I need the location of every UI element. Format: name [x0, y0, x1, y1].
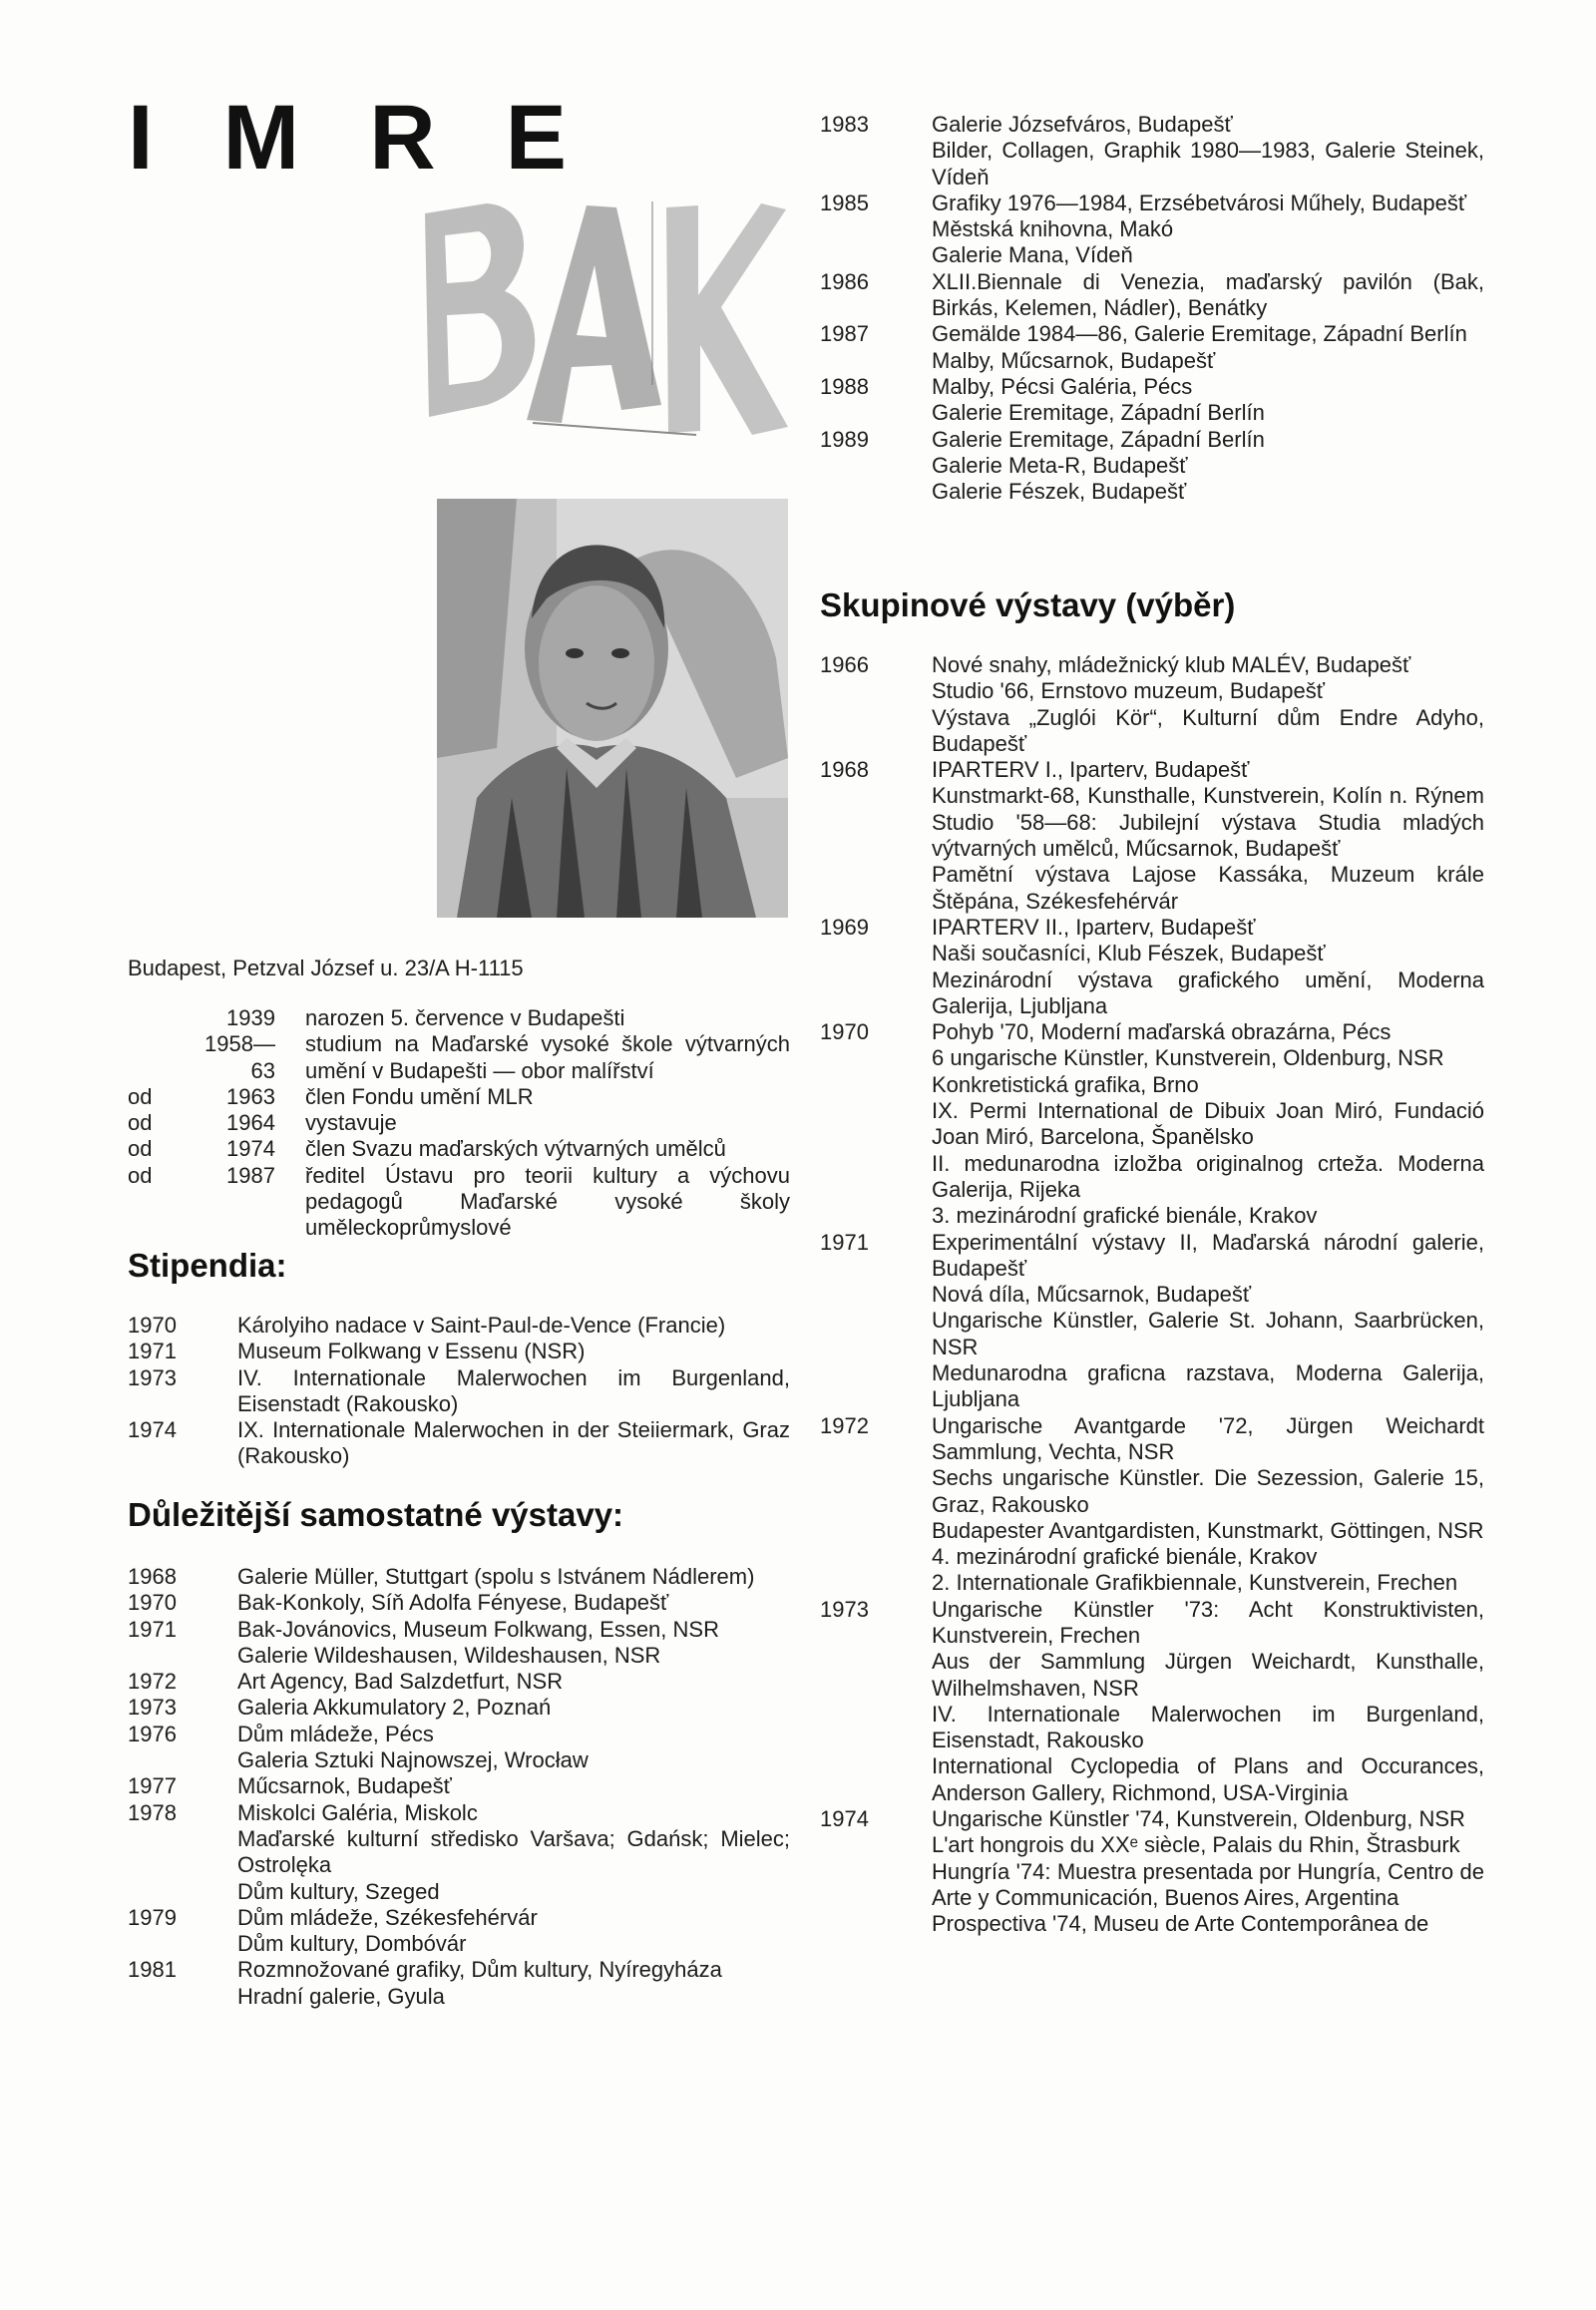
biography-list	[128, 1005, 790, 1242]
group-exhibition-entry: Ungarische Künstler '74, Kunstverein, Oldenburg, NSR	[932, 1806, 1465, 1832]
solo-exhibition-entry: Dům kultury, Szeged	[237, 1878, 440, 1904]
solo-exhibition-entry: Grafiky 1976—1984, Erzsébetvárosi Műhely, Budapešť	[932, 190, 1467, 215]
solo-exhibition-year: 1988	[820, 373, 869, 399]
solo-exhibition-entry: Galerie Eremitage, Západní Berlín	[932, 400, 1265, 426]
group-exhibition-entry: 6 ungarische Künstler, Kunstverein, Oldenburg, NSR	[932, 1045, 1444, 1071]
solo-exhibition-entries	[932, 427, 1484, 506]
solo-exhibition-entry: Galeria Akkumulatory 2, Poznań	[237, 1695, 552, 1721]
bio-year-cell	[128, 1136, 275, 1162]
bak-logo	[417, 195, 788, 445]
group-exhibition-entry: L'art hongrois du XXᵉ siècle, Palais du Rhin, Štrasburk	[932, 1832, 1460, 1858]
solo-exhibition-entry: Maďarské kulturní středisko Varšava; Gdańsk; Mielec; Ostrolęka	[237, 1825, 790, 1878]
group-exhibition-row	[820, 757, 1484, 915]
solo-exhibition-row	[820, 112, 1484, 191]
stipendia-list	[128, 1313, 790, 1470]
solo-exhibition-row	[820, 427, 1484, 506]
bio-year: 1958—63	[204, 1031, 275, 1083]
solo-exhibition-year: 1985	[820, 190, 869, 215]
solo-exhibition-row	[128, 1957, 790, 2010]
group-exhibition-entries	[932, 1230, 1484, 1413]
solo-exhibition-entry: Galerie Meta-R, Budapešť	[932, 452, 1188, 478]
bio-text: člen Svazu maďarských výtvarných umělců	[305, 1136, 726, 1162]
solo-exhibition-year: 1968	[128, 1564, 177, 1589]
group-exhibition-year: 1968	[820, 757, 869, 783]
solo-exhibition-row	[820, 374, 1484, 427]
solo-exhibition-entry: Hradní galerie, Gyula	[237, 1983, 445, 2009]
group-exhibition-year: 1971	[820, 1229, 869, 1255]
solo-exhibition-entry: Art Agency, Bad Salzdetfurt, NSR	[237, 1669, 564, 1695]
bio-text: ředitel Ústavu pro teorii kultury a výchovu pedagogů Maďarské vysoké školy uměleckoprůmyslové	[305, 1162, 790, 1241]
stipendium-row	[128, 1417, 790, 1470]
stipendium-text: Museum Folkwang v Essenu (NSR)	[237, 1339, 586, 1364]
solo-exhibition-entries	[237, 1669, 790, 1695]
solo-exhibition-entry: Malby, Pécsi Galéria, Pécs	[932, 373, 1193, 399]
bio-year-cell	[128, 1031, 275, 1084]
bio-year-prefix: od	[128, 1083, 153, 1109]
stipendium-row	[128, 1339, 790, 1364]
bio-year-prefix: od	[128, 1110, 153, 1136]
group-exhibition-entry: Pohyb '70, Moderní maďarská obrazárna, Pécs	[932, 1019, 1392, 1045]
solo-exhibition-year: 1987	[820, 321, 869, 347]
bio-row	[128, 1005, 790, 1031]
solo-exhibition-entries	[237, 1590, 790, 1616]
group-exhibition-entry: IPARTERV I., Iparterv, Budapešť	[932, 757, 1250, 783]
bio-row	[128, 1163, 790, 1242]
solo-exhibitions-heading: Důležitější samostatné výstavy:	[128, 1496, 624, 1533]
bio-text: narozen 5. července v Budapešti	[305, 1005, 625, 1030]
group-exhibition-entry: Prospectiva '74, Museu de Arte Contemporânea de	[932, 1911, 1429, 1937]
group-exhibition-entry: Naši současníci, Klub Fészek, Budapešť	[932, 941, 1326, 966]
solo-exhibition-year: 1977	[128, 1773, 177, 1799]
bio-text: člen Fondu umění MLR	[305, 1083, 534, 1109]
solo-exhibition-entry: Galerie Müller, Stuttgart (spolu s Istvánem Nádlerem)	[237, 1564, 755, 1589]
group-exhibition-entry: Studio '66, Ernstovo muzeum, Budapešť	[932, 678, 1326, 704]
group-exhibition-entry: Ungarische Avantgarde '72, Jürgen Weichardt Sammlung, Vechta, NSR	[932, 1412, 1484, 1464]
artist-last-name	[0, 0, 1, 1]
group-exhibition-entries	[932, 1597, 1484, 1806]
solo-exhibition-entries	[932, 321, 1484, 374]
group-exhibition-year: 1970	[820, 1019, 869, 1045]
bio-row	[128, 1110, 790, 1136]
solo-exhibition-row	[820, 321, 1484, 374]
solo-exhibitions-list	[128, 1564, 790, 2010]
group-exhibition-entry: International Cyclopedia of Plans and Occurances, Anderson Gallery, Richmond, USA-Virginia	[932, 1753, 1484, 1805]
bio-year-prefix: od	[128, 1136, 153, 1162]
group-exhibition-entry: IX. Permi International de Dibuix Joan Miró, Fundació Joan Miró, Barcelona, Španělsko	[932, 1098, 1484, 1150]
group-exhibition-entry: Nová díla, Műcsarnok, Budapešť	[932, 1282, 1252, 1308]
solo-exhibition-row	[128, 1590, 790, 1616]
solo-exhibition-entries	[237, 1617, 790, 1670]
solo-exhibition-year: 1972	[128, 1669, 177, 1695]
bio-text: vystavuje	[305, 1110, 397, 1136]
bio-year: 1974	[226, 1136, 275, 1162]
bio-year-cell	[128, 1084, 275, 1110]
bio-year: 1963	[226, 1083, 275, 1109]
solo-exhibition-year: 1978	[128, 1799, 177, 1825]
group-exhibition-entry: Kunstmarkt-68, Kunsthalle, Kunstverein, Kolín n. Rýnem Studio '58—68: Jubilejní výstava Studia mladých výtvarných umělců, Műcsarnok, Budapešť	[932, 783, 1484, 862]
stipendia-heading: Stipendia:	[128, 1247, 287, 1284]
solo-exhibition-entry: Malby, Műcsarnok, Budapešť	[932, 347, 1216, 373]
group-exhibition-entry: Pamětní výstava Lajose Kassáka, Muzeum krále Štěpána, Székesfehérvár	[932, 862, 1484, 914]
solo-exhibition-row	[128, 1800, 790, 1905]
solo-exhibition-row	[128, 1695, 790, 1721]
group-exhibition-entry: II. medunarodna izložba originalnog crteža. Moderna Galerija, Rijeka	[932, 1150, 1484, 1202]
group-exhibition-year: 1974	[820, 1806, 869, 1832]
solo-exhibition-year: 1970	[128, 1590, 177, 1616]
group-exhibition-entry: Medunarodna graficna razstava, Moderna Galerija, Ljubljana	[932, 1360, 1484, 1412]
stipendium-text: IV. Internationale Malerwochen im Burgenland, Eisenstadt (Rakousko)	[237, 1364, 790, 1416]
solo-exhibition-entries	[932, 374, 1484, 427]
group-exhibition-entries	[932, 1413, 1484, 1597]
solo-exhibition-entries	[237, 1957, 790, 2010]
group-exhibition-entry: Konkretistická grafika, Brno	[932, 1071, 1199, 1097]
bio-row	[128, 1084, 790, 1110]
group-exhibitions-heading: Skupinové výstavy (výběr)	[820, 586, 1236, 623]
group-exhibition-year: 1966	[820, 652, 869, 677]
stipendium-text: IX. Internationale Malerwochen in der Steiiermark, Graz (Rakousko)	[237, 1417, 790, 1469]
stipendium-text: Károlyiho nadace v Saint-Paul-de-Vence (Francie)	[237, 1313, 726, 1338]
solo-exhibition-row	[128, 1669, 790, 1695]
group-exhibition-entry: Mezinárodní výstava grafického umění, Moderna Galerija, Ljubljana	[932, 966, 1484, 1018]
stipendium-year: 1974	[128, 1417, 177, 1443]
group-exhibition-entry: Budapester Avantgardisten, Kunstmarkt, Göttingen, NSR	[932, 1517, 1484, 1543]
bio-year-cell	[128, 1005, 275, 1031]
group-exhibition-entry: IPARTERV II., Iparterv, Budapešť	[932, 914, 1256, 940]
solo-exhibition-entry: Městská knihovna, Makó	[932, 216, 1174, 242]
solo-exhibition-entries	[237, 1773, 790, 1799]
solo-exhibition-entry: Rozmnožované grafiky, Dům kultury, Nyíregyháza	[237, 1957, 722, 1983]
solo-exhibition-year: 1986	[820, 268, 869, 294]
solo-exhibition-entry: Bak-Konkoly, Síň Adolfa Fényese, Budapešť	[237, 1590, 669, 1616]
group-exhibition-row	[820, 1413, 1484, 1597]
group-exhibition-row	[820, 1806, 1484, 1937]
group-exhibition-entry: Hungría '74: Muestra presentada por Hungría, Centro de Arte y Communicación, Buenos Aires, Argentina	[932, 1858, 1484, 1910]
group-exhibition-row	[820, 915, 1484, 1019]
solo-exhibition-entries	[237, 1722, 790, 1774]
solo-exhibition-entries	[237, 1564, 790, 1590]
solo-exhibition-row	[128, 1722, 790, 1774]
solo-exhibition-entry: Bak-Jovánovics, Museum Folkwang, Essen, NSR	[237, 1616, 719, 1642]
stipendium-row	[128, 1365, 790, 1418]
solo-exhibition-entry: Galerie Fészek, Budapešť	[932, 479, 1187, 505]
group-exhibition-entries	[932, 652, 1484, 757]
group-exhibition-row	[820, 1597, 1484, 1806]
solo-exhibition-year: 1971	[128, 1616, 177, 1642]
group-exhibition-entries	[932, 915, 1484, 1019]
artist-address: Budapest, Petzval József u. 23/A H-1115	[128, 956, 524, 980]
bio-year-prefix: od	[128, 1162, 153, 1188]
solo-exhibition-year: 1979	[128, 1904, 177, 1930]
group-exhibition-entries	[932, 1806, 1484, 1937]
stipendium-year: 1970	[128, 1313, 177, 1338]
solo-exhibition-entries	[237, 1800, 790, 1905]
bio-year: 1987	[226, 1162, 275, 1188]
solo-exhibition-entries	[237, 1905, 790, 1958]
solo-exhibition-row	[128, 1617, 790, 1670]
solo-exhibition-entry: Galerie Eremitage, Západní Berlín	[932, 426, 1265, 452]
group-exhibition-entry: Aus der Sammlung Jürgen Weichardt, Kunsthalle, Wilhelmshaven, NSR	[932, 1649, 1484, 1701]
group-exhibition-entry: 3. mezinárodní grafické bienále, Krakov	[932, 1203, 1318, 1229]
group-exhibition-row	[820, 1019, 1484, 1229]
solo-exhibition-entry: Galerie Wildeshausen, Wildeshausen, NSR	[237, 1642, 661, 1668]
solo-exhibition-entry: Dům kultury, Dombóvár	[237, 1931, 467, 1957]
solo-exhibition-entry: Műcsarnok, Budapešť	[237, 1773, 452, 1799]
solo-exhibition-row	[128, 1564, 790, 1590]
solo-exhibition-entry: Miskolci Galéria, Miskolc	[237, 1799, 478, 1825]
solo-exhibitions-list-continued	[820, 112, 1484, 505]
group-exhibition-entry: Ungarische Künstler, Galerie St. Johann, Saarbrücken, NSR	[932, 1308, 1484, 1359]
solo-exhibition-row	[820, 191, 1484, 269]
group-exhibition-entry: 2. Internationale Grafikbiennale, Kunstverein, Frechen	[932, 1570, 1458, 1596]
group-exhibition-entry: 4. mezinárodní grafické bienále, Krakov	[932, 1544, 1318, 1570]
group-exhibition-entry: Experimentální výstavy II, Maďarská národní galerie, Budapešť	[932, 1229, 1484, 1281]
solo-exhibition-row	[128, 1773, 790, 1799]
group-exhibition-entries	[932, 1019, 1484, 1229]
stipendium-year: 1973	[128, 1364, 177, 1390]
bio-year-cell	[128, 1163, 275, 1242]
artist-portrait-photo	[437, 499, 788, 918]
solo-exhibition-entry: Gemälde 1984—86, Galerie Eremitage, Západní Berlín	[932, 321, 1467, 347]
group-exhibition-entry: Výstava „Zuglói Kör“, Kulturní dům Endre Adyho, Budapešť	[932, 704, 1484, 756]
solo-exhibition-row	[820, 269, 1484, 322]
solo-exhibition-entries	[932, 191, 1484, 269]
bio-year: 1939	[226, 1005, 275, 1030]
group-exhibition-entry: IV. Internationale Malerwochen im Burgenland, Eisenstadt, Rakousko	[932, 1701, 1484, 1753]
group-exhibition-entries	[932, 757, 1484, 915]
solo-exhibition-entry: XLII.Biennale di Venezia, maďarský pavilón (Bak, Birkás, Kelemen, Nádler), Benátky	[932, 268, 1484, 321]
group-exhibition-entry: Sechs ungarische Künstler. Die Sezession, Galerie 15, Graz, Rakousko	[932, 1465, 1484, 1517]
group-exhibition-year: 1973	[820, 1596, 869, 1622]
solo-exhibition-year: 1981	[128, 1957, 177, 1983]
bio-row	[128, 1031, 790, 1084]
group-exhibitions-list	[820, 652, 1484, 1938]
solo-exhibition-entry: Galeria Sztuki Najnowszej, Wrocław	[237, 1747, 589, 1773]
group-exhibition-entry: Nové snahy, mládežnický klub MALÉV, Budapešť	[932, 652, 1411, 677]
solo-exhibition-entries	[237, 1695, 790, 1721]
group-exhibition-year: 1969	[820, 914, 869, 940]
bio-year-cell	[128, 1110, 275, 1136]
group-exhibition-row	[820, 652, 1484, 757]
bio-text: studium na Maďarské vysoké škole výtvarných umění v Budapešti — obor malířství	[305, 1031, 790, 1083]
solo-exhibition-entry: Bilder, Collagen, Graphik 1980—1983, Galerie Steinek, Vídeň	[932, 138, 1484, 190]
solo-exhibition-entries	[932, 112, 1484, 191]
solo-exhibition-year: 1976	[128, 1721, 177, 1746]
group-exhibition-year: 1972	[820, 1412, 869, 1438]
group-exhibition-row	[820, 1230, 1484, 1413]
bio-row	[128, 1136, 790, 1162]
solo-exhibition-entry: Galerie Józsefváros, Budapešť	[932, 112, 1233, 137]
solo-exhibition-entry: Galerie Mana, Vídeň	[932, 242, 1133, 268]
solo-exhibition-entry: Dům mládeže, Pécs	[237, 1721, 434, 1746]
solo-exhibition-year: 1973	[128, 1695, 177, 1721]
artist-first-name: IMRE	[128, 87, 636, 189]
solo-exhibition-row	[128, 1905, 790, 1958]
group-exhibition-entry: Ungarische Künstler '73: Acht Konstruktivisten, Kunstverein, Frechen	[932, 1596, 1484, 1648]
solo-exhibition-entry: Dům mládeže, Székesfehérvár	[237, 1904, 538, 1930]
stipendium-row	[128, 1313, 790, 1339]
bio-year: 1964	[226, 1110, 275, 1136]
solo-exhibition-year: 1983	[820, 112, 869, 137]
solo-exhibition-entries	[932, 269, 1484, 322]
solo-exhibition-year: 1989	[820, 426, 869, 452]
stipendium-year: 1971	[128, 1339, 177, 1364]
